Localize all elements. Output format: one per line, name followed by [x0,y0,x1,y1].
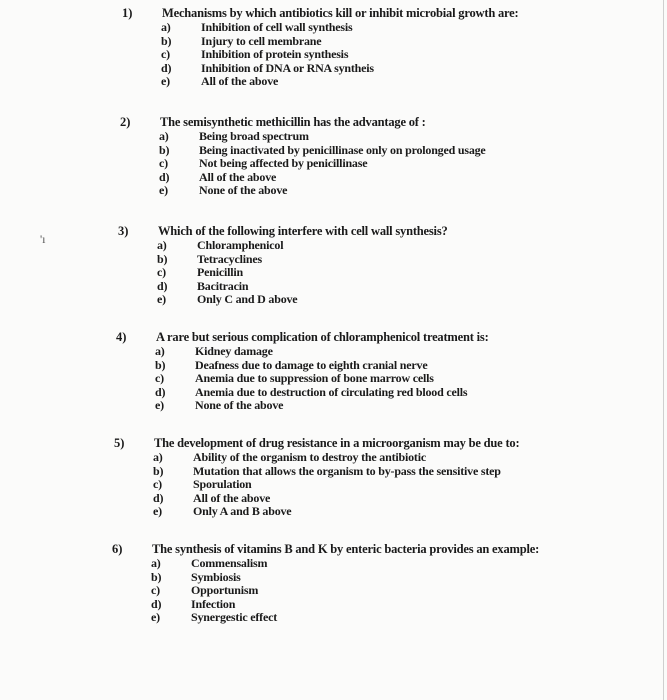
question-text: The semisynthetic methicillin has the advantage of : [160,115,426,129]
question-number: 5) [114,436,125,450]
option-d[interactable]: d) Infection [151,596,236,611]
option-e[interactable]: e) All of the above [161,74,279,88]
option-a[interactable]: a) Being broad spectrum [159,129,309,143]
option-a[interactable]: a) Chloramphenicol [157,238,284,252]
page-edge-line [663,0,664,700]
option-c[interactable]: c) Not being affected by penicillinase [159,156,368,170]
option-b[interactable]: b) Injury to cell membrane [161,33,322,48]
option-b[interactable]: b) Symbiosis [151,569,241,584]
option-b[interactable]: b) Deafness due to damage to eighth cranial nerve [155,357,428,372]
option-d[interactable]: d) Inhibition of DNA or RNA syntheis [161,60,374,75]
option-e[interactable]: e) None of the above [159,183,288,197]
option-e[interactable]: e) None of the above [155,398,284,412]
option-c[interactable]: c) Penicillin [157,265,244,279]
question-text: A rare but serious complication of chloramphenicol treatment is: [156,330,489,344]
question-number: 3) [118,224,129,238]
option-d[interactable]: d) All of the above [159,169,277,184]
option-c[interactable]: c) Inhibition of protein synthesis [161,47,349,61]
option-d[interactable]: d) Anemia due to destruction of circulating red blood cells [155,384,468,399]
question-text: Which of the following interfere with cell wall synthesis? [158,224,448,238]
option-e[interactable]: e) Only A and B above [153,504,292,518]
option-c[interactable]: c) Opportunism [151,583,259,597]
question-number: 2) [120,115,131,129]
option-e[interactable]: e) Synergestic effect [151,610,278,624]
option-b[interactable]: b) Being inactivated by penicillinase only on prolonged usage [159,142,486,157]
question-number: 6) [112,542,123,556]
option-c[interactable]: c) Anemia due to suppression of bone marrow cells [155,371,434,385]
option-e[interactable]: e) Only C and D above [157,292,298,306]
option-a[interactable]: a) Commensalism [151,556,268,570]
question-number: 1) [122,6,133,20]
option-a[interactable]: a) Inhibition of cell wall synthesis [161,20,353,34]
option-d[interactable]: d) All of the above [153,490,271,505]
option-a[interactable]: a) Kidney damage [155,344,273,358]
option-a[interactable]: a) Ability of the organism to destroy the antibiotic [153,450,426,464]
option-d[interactable]: d) Bacitracin [157,278,249,293]
option-b[interactable]: b) Tetracyclines [157,251,262,266]
option-c[interactable]: c) Sporulation [153,477,252,491]
question-text: The synthesis of vitamins B and K by enteric bacteria provides an example: [152,542,540,556]
question-number: 4) [116,330,127,344]
option-b[interactable]: b) Mutation that allows the organism to by-pass the sensitive step [153,463,501,478]
question-text: The development of drug resistance in a microorganism may be due to: [154,436,520,450]
stray-mark: 'ı [40,232,46,246]
question-text: Mechanisms by which antibiotics kill or inhibit microbial growth are: [162,6,519,20]
